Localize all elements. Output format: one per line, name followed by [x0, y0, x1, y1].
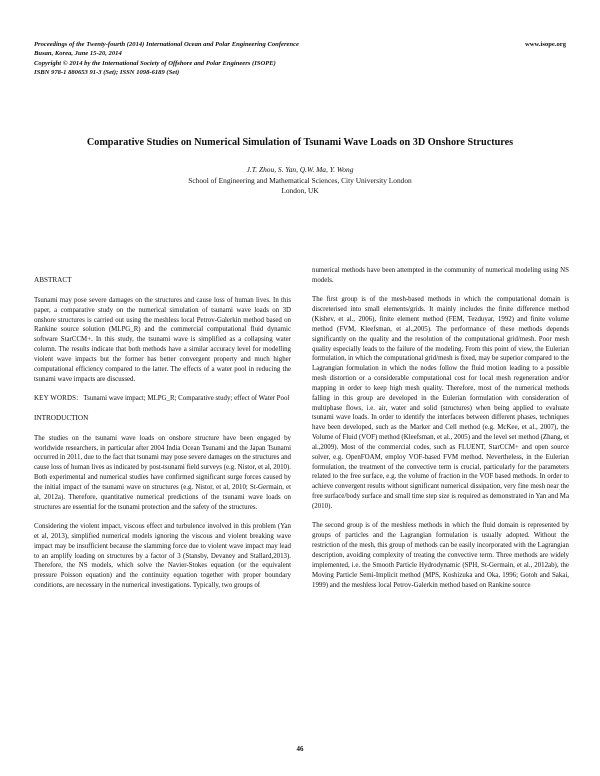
meshless-methods-paragraph: The second group is of the meshless methods in which the fluid domain is represented by groups of particles and the Lagrangian formulation is usually adopted. Without the restriction of the mesh, this group of methods can be easily incorporated with the Lagrangian description, avoiding complexity of treating the convective term. Three methods are widely implemented, i.e. the Smooth Particle Hydrodynamic (SPH, St-Germain, et al., 2012ab), the Moving Particle Semi-Implicit method (MPS, Koshizuka and Oka, 1996; Gotoh and Sakai, 1999) and the meshless local Petrov-Galerkin method based on Rankine source — [312, 522, 569, 589]
header-line-isbn: ISBN 978-1 880653 91-3 (Set); ISSN 1098-6189 (Set) — [34, 69, 180, 77]
paper-title: Comparative Studies on Numerical Simulation of Tsunami Wave Loads on 3D Onshore Structures — [86, 137, 514, 148]
left-column — [34, 266, 291, 601]
header-line-copyright: Copyright © 2014 by the International Society of Offshore and Polar Engineers (ISOPE) — [34, 59, 276, 67]
introduction-paragraph-2: Considering the violent impact, viscous effect and turbulence involved in this problem (Yan et al, 2013), simplified numerical models ignoring the viscous and violent breaking wave impact may be insufficient because the slamming force due to violent wave impact may lead to an amplify loading on structures by a factor of 3 (Stansby, Devaney and Stallard,2013). Therefore, the NS models, which solve the Navier-Stokes equation (or the equivalent pressure Poisson equation) and the continuity equation together with proper boundary conditions, are necessary in the numerical investigations. Typically, two groups of — [34, 523, 291, 590]
introduction-paragraph-1: The studies on the tsunami wave loads on onshore structure have been engaged by worldwide researchers, in particular after 2004 India Ocean Tsunami and the Japan Tsunami occurred in 2011, due to the fact that tsunami may pose severe damages on the structures and cause loss of human lives as indicated by post-tsunami field surveys (e.g. Nistor, et al, 2010). Both experimental and numerical studies have confirmed significant surge forces caused by the initial impact of the tsunami wave on structures (e.g. Nistor, et al, 2010; St-Germain, et al, 2012a). Therefore, quantitative numerical predictions of the tsunami wave loads on structures are essential for the tsunami protection and the safety of the structures. — [34, 434, 291, 511]
header-url: www.isope.org — [524, 41, 566, 48]
mesh-based-methods-paragraph: The first group is of the mesh-based methods in which the computational domain is discreterised into small elements/grids. It mainly includes the finite difference method (Kishev, et al., 2006), finite element method (FEM, Tezduyar, 1992) and finite volume method (FVM, Kleefsman, et al.,2005). The performance of these methods depends significantly on the quality and the resolution of the computational grid/mesh. Poor mesh quality especially leads to the failure of the modeling. From this point of view, the Eulerian formulation, in which the computational grid/mesh is fixed, may be superior compared to the Lagrangian formulation in which the nodes follow the fluid motion leading to a possible mesh distortion or a considerable computational cost for local mesh regeneration and/or mapping in order to keep high mesh quality. Therefore, most of the numerical methods falling in this group are developed in the Eulerian formulation with consideration of multiphase flows, i.e. air, water and solid (structures) when being applied to evaluate tsunami wave loads. In order to identify the interfaces between different phases, techniques have been developed, such as the Marker and Cell method (e.g. McKee, et al., 2007), the Volume of Fluid (VOF) method (Kleefsman, et al., 2005) and the level set method (Zhang, et al.,2009). Most of the commercial codes, such as FLUENT, StarCCM+ and open source solver, e.g. OpenFOAM, employ VOF-based FVM method. Nevertheless, in the Eulerian formulation, the treatment of the convective term is crucial, particularly for the parameters related to the free surface, e.g. the volume of fraction in the VOF based methods. In order to achieve convergent results without significant numerical dissipation, very fine mesh near the free surface/body surface and small time step size is required as demonstrated in Yan and Ma (2010). — [312, 296, 569, 510]
introduction-heading: INTRODUCTION — [34, 413, 89, 422]
author-affiliation: School of Engineering and Mathematical Sciences, City University London — [188, 175, 412, 185]
author-names: J.T. Zhou, S. Yan, Q.W. Ma, Y. Wong — [246, 165, 354, 174]
keywords — [34, 394, 291, 404]
author-block — [0, 165, 600, 197]
header-line-location: Busan, Korea, June 15-20, 2014 — [34, 50, 122, 58]
header-line-conference: Proceedings of the Twenty-fourth (2014) International Ocean and Polar Engineering Conference — [34, 41, 299, 48]
keywords-label: KEY WORDS: — [34, 395, 79, 403]
keywords-text: Tsunami wave impact; MLPG_R; Comparative study; effect of Water Pool — [83, 395, 290, 403]
proceedings-header — [34, 40, 566, 78]
page-number: 46 — [296, 745, 304, 753]
right-paragraph-continuation: numerical methods have been attempted in the community of numerical modeling using NS models. — [312, 267, 569, 284]
right-column — [312, 266, 569, 600]
author-location: London, UK — [281, 186, 319, 196]
abstract-heading: ABSTRACT — [34, 276, 72, 284]
abstract-text: Tsunami may pose severe damages on the structures and cause loss of human lives. In this paper, a comparative study on the numerical simulation of tsunami wave loads on 3D onshore structures is carried out using the meshless local Petrov-Galerkin method based on Rankine source solution (MLPG_R) and the commercial computational fluid dynamic software StarCCM+. In this study, the tsunami wave is simplified as a collapsing water column. The results indicate that both methods have a similar accuracy level for modelling violent wave impacts but the former has better convergent property and much higher computational efficiency compared to the latter. The effects of a water pool in reducing the tsunami wave impacts are discussed. — [34, 296, 291, 383]
